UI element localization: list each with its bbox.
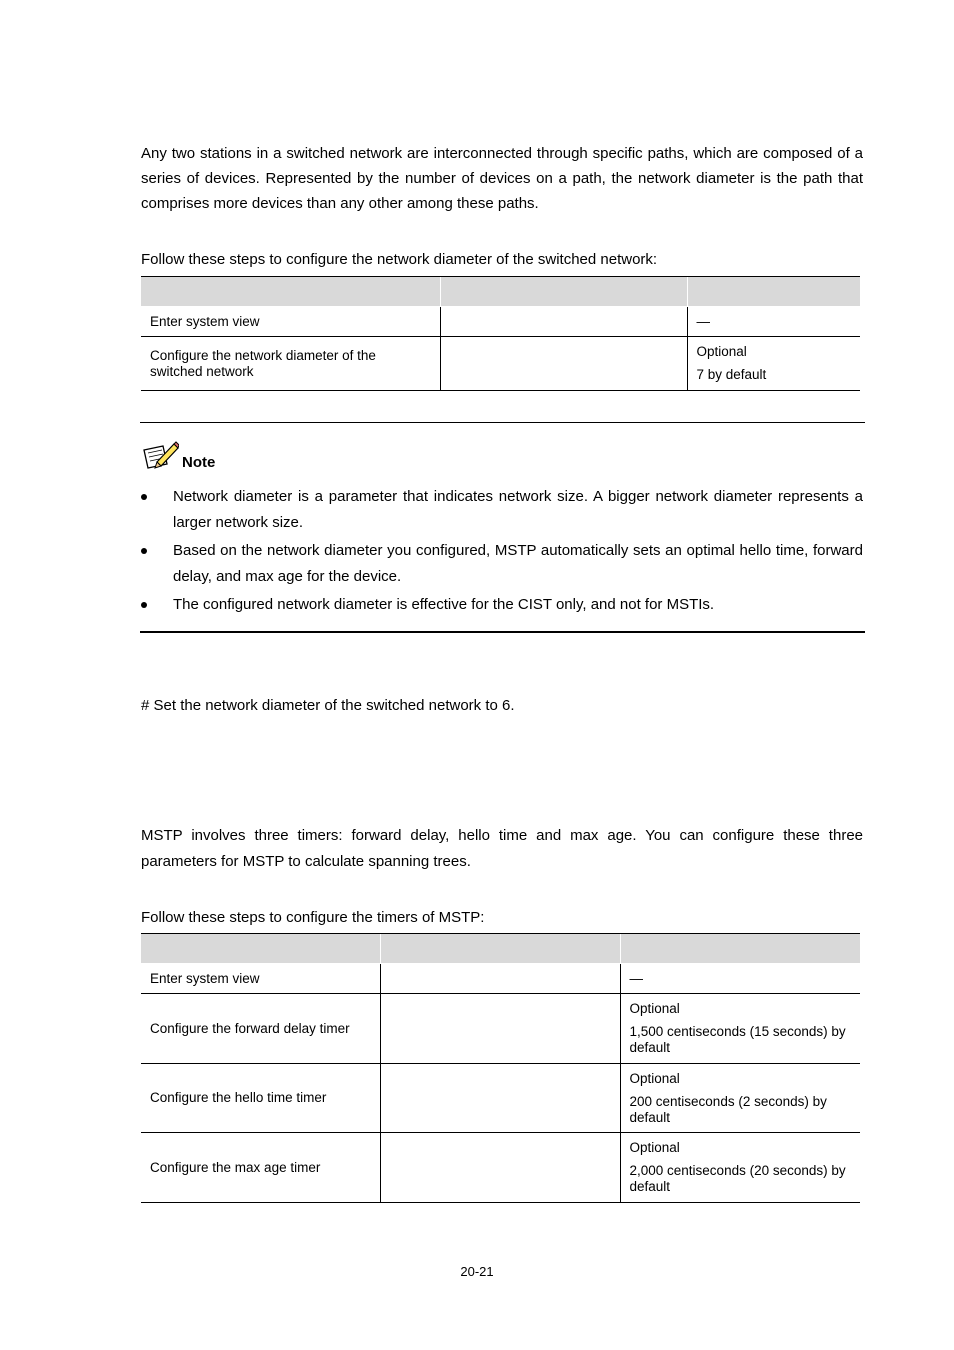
bullet-icon [141,548,147,554]
task-cell: Enter system view [141,964,380,994]
remarks-cell [687,307,860,337]
list-item [141,538,863,590]
list-item-text: Based on the network diameter you configured, MSTP automatically sets an optimal hello time, forward delay, and max age for the device. [173,542,863,585]
table-row [141,994,860,1064]
note-bullet-list [141,484,863,620]
remarks-line: 2,000 centiseconds (20 seconds) by default [629,1163,846,1194]
task-cell: Configure the network diameter of the switched network [141,337,440,391]
task-cell: Configure the hello time timer [141,1064,380,1133]
bullet-icon [141,494,147,500]
remarks-line: 1,500 centiseconds (15 seconds) by default [629,1024,846,1055]
remarks-line: Optional [629,1140,680,1155]
timers-steps-lead: Follow these steps to configure the timers of MSTP: [141,909,485,926]
table-header-row [141,277,860,307]
timers-intro: MSTP involves three timers: forward delay, hello time and max age. You can configure these three parameters for MSTP to calculate spanning trees. [141,827,863,870]
command-cell [380,1064,620,1133]
command-cell [380,1133,620,1203]
table-row [141,337,860,391]
network-diameter-intro: Any two stations in a switched network are interconnected through specific paths, which are composed of a series of devices. Represented by the number of devices on a path, the network diameter is the path that comprises more devices than any other among these paths. [141,145,863,212]
table-header-row [141,934,860,964]
note-header [141,440,215,472]
table-row [141,964,860,994]
header-cell [687,277,860,307]
remarks-cell [687,337,860,391]
note-bottom-rule [140,631,865,633]
network-diameter-config-table [141,276,860,391]
command-cell [440,307,687,337]
table-row [141,307,860,337]
remarks-cell [620,1133,860,1203]
command-cell [380,994,620,1064]
header-cell [440,277,687,307]
list-item [141,484,863,536]
header-cell [141,934,380,964]
task-cell: Configure the max age timer [141,1133,380,1203]
header-cell [380,934,620,964]
timers-config-table [141,933,860,1203]
network-diameter-steps-lead: Follow these steps to configure the network diameter of the switched network: [141,251,658,268]
remarks-line: Optional [629,1070,680,1086]
task-cell: Configure the forward delay timer [141,994,380,1064]
list-item-text: The configured network diameter is effective for the CIST only, and not for MSTIs. [173,596,715,613]
remarks-cell [620,1064,860,1133]
command-cell [440,337,687,391]
task-cell: Enter system view [141,307,440,337]
remarks-line: 7 by default [696,367,767,382]
remarks-line: Optional [696,344,747,359]
remarks-line: — [696,313,710,329]
note-top-rule [140,422,865,423]
list-item-text: Network diameter is a parameter that indicates network size. A bigger network diameter represents a larger network size. [173,488,863,531]
example-text: # Set the network diameter of the switched network to 6. [141,697,515,714]
page-number: 20-21 [460,1264,494,1279]
remarks-line: Optional [629,1001,680,1016]
bullet-icon [141,602,147,608]
note-pencil-icon [141,440,179,472]
remarks-line: 200 centiseconds (2 seconds) by default [629,1093,827,1125]
remarks-cell [620,964,860,994]
remarks-cell [620,994,860,1064]
note-label: Note [182,454,216,471]
table-row [141,1133,860,1203]
remarks-line: — [629,970,643,986]
command-cell [380,964,620,994]
table-row [141,1064,860,1133]
header-cell [620,934,860,964]
list-item [141,592,863,618]
header-cell [141,277,440,307]
